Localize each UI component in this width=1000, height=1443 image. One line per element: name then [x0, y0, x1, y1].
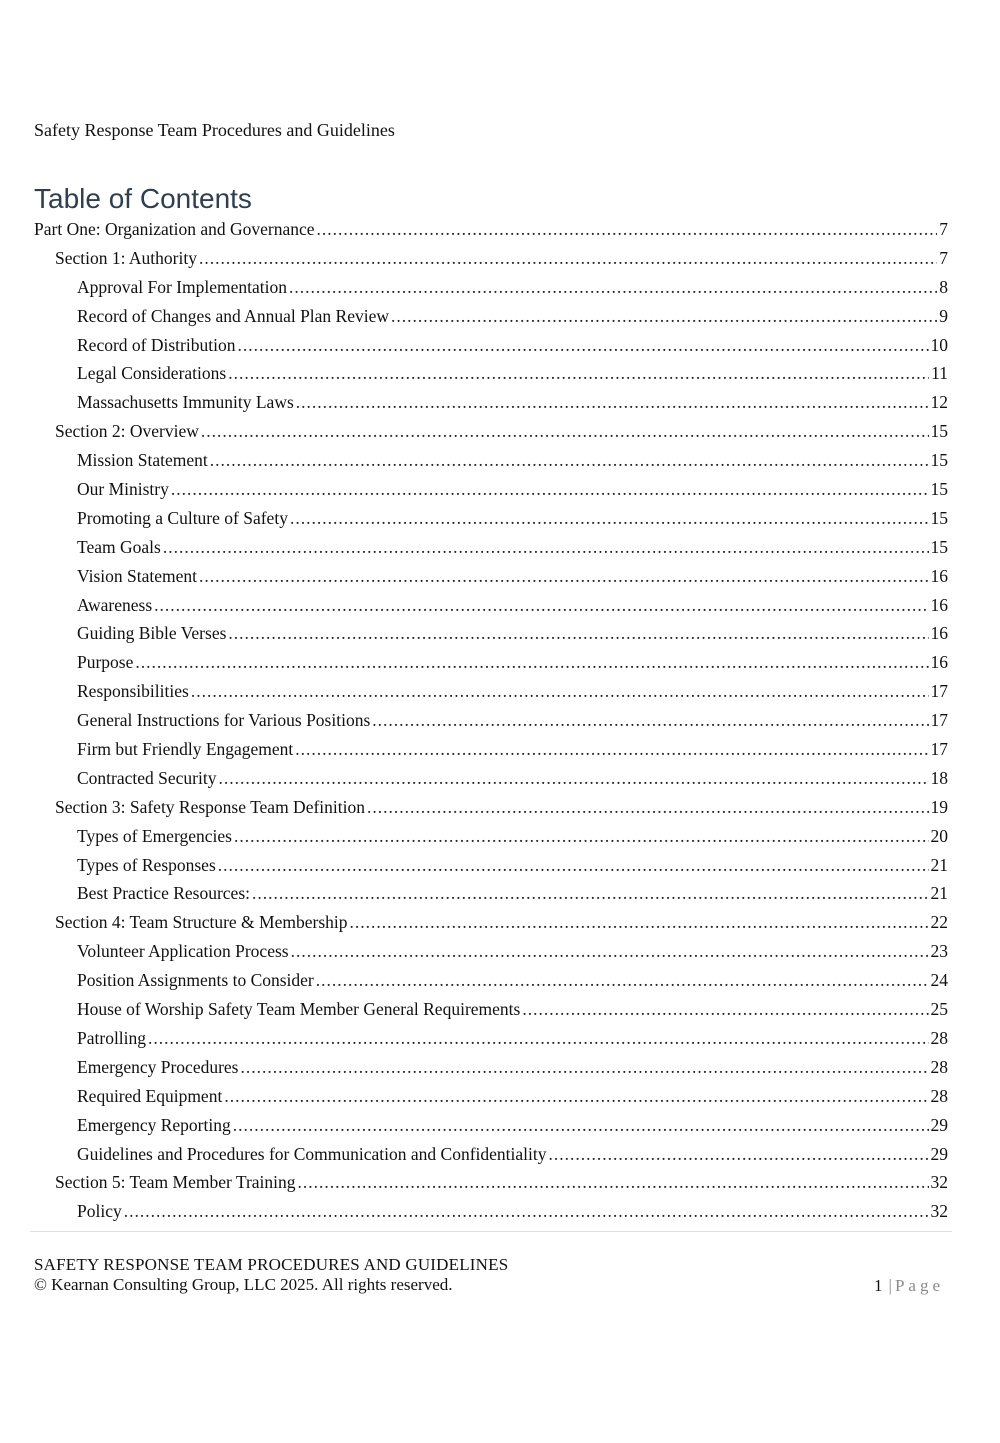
- toc-entry[interactable]: [34, 768, 948, 797]
- toc-entry[interactable]: [34, 826, 948, 855]
- toc-leader-dots: [148, 1028, 928, 1049]
- toc-entry-page: 16: [930, 652, 948, 673]
- toc-entry-page: 25: [930, 999, 948, 1020]
- toc-entry[interactable]: [34, 566, 948, 595]
- toc-entry[interactable]: [34, 1172, 948, 1201]
- footer-copyright: © Kearnan Consulting Group, LLC 2025. All rights reserved.: [34, 1275, 453, 1294]
- toc-entry-page: 15: [930, 479, 948, 500]
- toc-leader-dots: [241, 1057, 929, 1078]
- toc-leader-dots: [199, 566, 929, 587]
- toc-leader-dots: [290, 508, 929, 529]
- toc-entry-page: 7: [939, 219, 948, 239]
- toc-leader-dots: [298, 1172, 929, 1193]
- toc-leader-dots: [233, 1115, 929, 1136]
- toc-entry-label: Policy: [77, 1201, 122, 1222]
- toc-entry[interactable]: [34, 941, 948, 970]
- toc-entry-page: 16: [930, 594, 948, 615]
- toc-leader-dots: [252, 883, 928, 904]
- toc-entry-page: 28: [930, 1056, 948, 1077]
- toc-entry[interactable]: [34, 363, 948, 392]
- toc-leader-dots: [154, 595, 928, 616]
- toc-entry-page: 22: [930, 912, 948, 933]
- toc-entry[interactable]: [34, 797, 948, 826]
- toc-leader-dots: [372, 710, 928, 731]
- toc-entry[interactable]: [34, 999, 948, 1028]
- toc-entry-page: 28: [930, 1027, 948, 1048]
- toc-entry-page: 23: [930, 941, 948, 962]
- toc-entry-label: Required Equipment: [77, 1085, 223, 1106]
- toc-entry-label: Record of Distribution: [77, 334, 236, 355]
- toc-leader-dots: [237, 335, 928, 356]
- toc-leader-dots: [171, 479, 929, 500]
- toc-entry-page: 15: [930, 421, 948, 442]
- toc-entry[interactable]: [34, 623, 948, 652]
- toc-entry[interactable]: [34, 392, 948, 421]
- toc-leader-dots: [367, 797, 929, 818]
- footer-divider: [30, 1231, 952, 1232]
- toc-entry-page: 17: [930, 739, 948, 760]
- toc-entry-page: 7: [939, 247, 948, 268]
- toc-leader-dots: [124, 1201, 929, 1222]
- toc-entry-label: Types of Responses: [77, 854, 216, 875]
- toc-entry-label: House of Worship Safety Team Member General Requirements: [77, 999, 521, 1020]
- toc-entry-page: 9: [939, 305, 948, 326]
- toc-entry[interactable]: [34, 306, 948, 335]
- toc-entry[interactable]: [34, 1115, 948, 1144]
- page-number: 1: [874, 1276, 883, 1295]
- toc-entry[interactable]: [34, 277, 948, 306]
- toc-entry-page: 12: [930, 392, 948, 413]
- toc-leader-dots: [191, 681, 929, 702]
- toc-entry-label: Guiding Bible Verses: [77, 623, 227, 644]
- toc-leader-dots: [218, 768, 928, 789]
- toc-entry[interactable]: [34, 595, 948, 624]
- toc-leader-dots: [296, 392, 929, 413]
- toc-entry-page: 21: [930, 883, 948, 904]
- toc-leader-dots: [210, 450, 929, 471]
- toc-leader-dots: [289, 277, 937, 298]
- toc-entry-label: Contracted Security: [77, 767, 217, 788]
- toc-entry[interactable]: [34, 537, 948, 566]
- toc-entry-page: 15: [930, 536, 948, 557]
- toc-entry[interactable]: [34, 739, 948, 768]
- toc-entry-label: Awareness: [77, 594, 153, 615]
- toc-entry-page: 10: [930, 334, 948, 355]
- toc-entry-page: 29: [930, 1143, 948, 1164]
- toc-entry-label: Vision Statement: [77, 565, 197, 586]
- toc-entry-label: General Instructions for Various Positions: [77, 710, 371, 731]
- toc-leader-dots: [391, 306, 937, 327]
- toc-entry-page: 29: [930, 1114, 948, 1135]
- toc-entry-label: Massachusetts Immunity Laws: [77, 392, 294, 413]
- toc-entry-page: 24: [930, 970, 948, 991]
- toc-leader-dots: [199, 248, 937, 269]
- toc-leader-dots: [295, 739, 928, 760]
- toc-entry-label: Best Practice Resources:: [77, 883, 251, 904]
- toc-entry-page: 8: [939, 276, 948, 297]
- toc-entry-page: 15: [930, 450, 948, 471]
- toc-heading: Table of Contents: [34, 183, 252, 214]
- toc-entry[interactable]: [34, 912, 948, 941]
- toc-entry-label: Section 1: Authority: [55, 247, 197, 268]
- toc-entry[interactable]: [34, 883, 948, 912]
- toc-leader-dots: [548, 1144, 928, 1165]
- toc-entry[interactable]: [34, 1201, 948, 1230]
- toc-entry-label: Section 5: Team Member Training: [55, 1172, 296, 1193]
- toc-entry-page: 17: [930, 681, 948, 702]
- toc-entry-label: Responsibilities: [77, 681, 189, 702]
- toc-entry-label: Emergency Procedures: [77, 1056, 239, 1077]
- toc-leader-dots: [218, 855, 929, 876]
- toc-entry[interactable]: [34, 450, 948, 479]
- toc-entry[interactable]: [34, 219, 948, 248]
- toc-entry-label: Mission Statement: [77, 450, 208, 471]
- toc-entry[interactable]: [34, 710, 948, 739]
- toc-entry-page: 19: [930, 796, 948, 817]
- toc-entry[interactable]: [34, 681, 948, 710]
- toc-entry-page: 16: [930, 565, 948, 586]
- toc-entry-page: 18: [930, 767, 948, 788]
- toc-entry[interactable]: [34, 1057, 948, 1086]
- footer-page-number: [874, 1276, 944, 1296]
- toc-entry[interactable]: [34, 970, 948, 999]
- toc-leader-dots: [291, 941, 929, 962]
- toc-entry-page: 11: [931, 363, 948, 384]
- toc-entry-label: Purpose: [77, 652, 134, 673]
- toc-entry-label: Approval For Implementation: [77, 276, 287, 297]
- toc-entry[interactable]: [34, 479, 948, 508]
- toc-leader-dots: [201, 421, 929, 442]
- toc-entry[interactable]: [34, 1086, 948, 1115]
- toc-entry-page: 28: [930, 1085, 948, 1106]
- toc-entry[interactable]: [34, 855, 948, 884]
- toc-entry-label: Section 3: Safety Response Team Definition: [55, 796, 365, 817]
- toc-leader-dots: [350, 912, 929, 933]
- toc-entry-label: Patrolling: [77, 1027, 147, 1048]
- toc-leader-dots: [522, 999, 928, 1020]
- toc-leader-dots: [228, 363, 929, 384]
- toc-leader-dots: [317, 219, 938, 240]
- toc-entry-label: Emergency Reporting: [77, 1114, 231, 1135]
- toc-entry-label: Record of Changes and Annual Plan Review: [77, 305, 390, 326]
- page-word: Page: [894, 1276, 944, 1295]
- toc-entry-label: Section 4: Team Structure & Membership: [55, 912, 348, 933]
- toc-entry-page: 32: [930, 1172, 948, 1193]
- toc-entry-label: Guidelines and Procedures for Communication and Confidentiality: [77, 1143, 547, 1164]
- toc-entry[interactable]: [34, 421, 948, 450]
- toc-entry-label: Legal Considerations: [77, 363, 227, 384]
- toc-entry-page: 20: [930, 825, 948, 846]
- toc-leader-dots: [316, 970, 929, 991]
- document-title: Safety Response Team Procedures and Guidelines: [34, 120, 395, 140]
- toc-entry[interactable]: [34, 248, 948, 277]
- toc-leader-dots: [224, 1086, 928, 1107]
- toc-entry-page: 32: [930, 1201, 948, 1222]
- toc-entry-label: Volunteer Application Process: [77, 941, 289, 962]
- toc-entry-page: 16: [930, 623, 948, 644]
- footer-title: SAFETY RESPONSE TEAM PROCEDURES AND GUIDELINES: [34, 1255, 509, 1274]
- toc-leader-dots: [135, 652, 928, 673]
- toc-leader-dots: [228, 623, 928, 644]
- toc-leader-dots: [163, 537, 929, 558]
- toc-entry-label: Team Goals: [77, 536, 161, 557]
- toc-entry-page: 17: [930, 710, 948, 731]
- toc-entry[interactable]: [34, 1028, 948, 1057]
- toc-entry-label: Our Ministry: [77, 479, 169, 500]
- toc-leader-dots: [234, 826, 929, 847]
- toc-entry-label: Types of Emergencies: [77, 825, 232, 846]
- toc-entry-page: 15: [930, 507, 948, 528]
- toc-entry-page: 21: [930, 854, 948, 875]
- toc-entry-label: Firm but Friendly Engagement: [77, 739, 294, 760]
- toc-entry[interactable]: [34, 335, 948, 364]
- toc-entry-label: Promoting a Culture of Safety: [77, 507, 288, 528]
- toc-entry-label: Position Assignments to Consider: [77, 970, 314, 991]
- toc-entry-label: Section 2: Overview: [55, 421, 199, 442]
- table-of-contents: [34, 219, 948, 1230]
- toc-entry[interactable]: [34, 1144, 948, 1173]
- page-separator: |: [888, 1276, 892, 1295]
- toc-entry[interactable]: [34, 652, 948, 681]
- toc-entry-label: Part One: Organization and Governance: [34, 219, 315, 239]
- toc-entry[interactable]: [34, 508, 948, 537]
